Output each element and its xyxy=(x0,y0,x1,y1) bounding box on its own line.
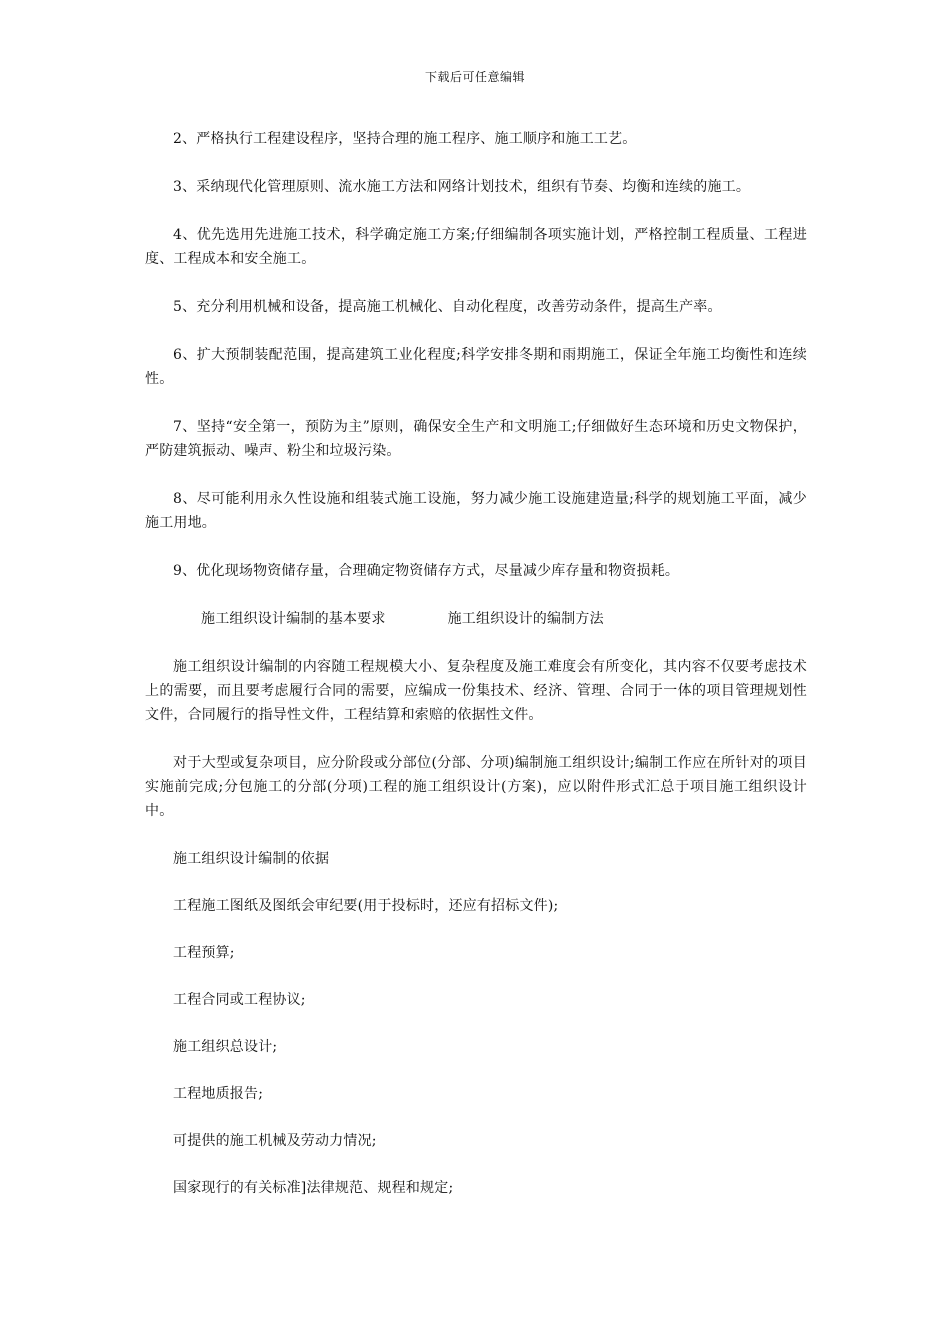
basis-item: 工程地质报告; xyxy=(173,1086,264,1102)
principle-item: 8、尽可能利用永久性设施和组装式施工设施，努力减少施工设施建造量;科学的规划施工平面，减少施工用地。 xyxy=(145,491,807,531)
principle-item: 4、优先选用先进施工技术，科学确定施工方案;仔细编制各项实施计划，严格控制工程质量、工程进度、工程成本和安全施工。 xyxy=(145,227,807,267)
principle-item: 3、采纳现代化管理原则、流水施工方法和网络计划技术，组织有节奏、均衡和连续的施工。 xyxy=(173,179,751,195)
principle-item: 2、严格执行工程建设程序，坚持合理的施工程序、施工顺序和施工工艺。 xyxy=(173,131,637,147)
principle-item: 5、充分利用机械和设备，提高施工机械化、自动化程度，改善劳动条件，提高生产率。 xyxy=(173,299,722,315)
section-heading-methods: 施工组织设计的编制方法 xyxy=(447,611,604,627)
document-body xyxy=(145,127,807,1223)
section-heading-pair xyxy=(145,607,807,631)
principle-item: 6、扩大预制装配范围，提高建筑工业化程度;科学安排冬期和雨期施工，保证全年施工均衡性和连续性。 xyxy=(145,347,807,387)
page-header: 下载后可任意编辑 xyxy=(424,70,525,84)
section-heading-basis: 施工组织设计编制的依据 xyxy=(173,851,330,867)
principle-item: 9、优化现场物资储存量，合理确定物资储存方式，尽量减少库存量和物资损耗。 xyxy=(173,563,680,579)
basis-item: 工程合同或工程协议; xyxy=(173,992,306,1008)
method-paragraph: 施工组织设计编制的内容随工程规模大小、复杂程度及施工难度会有所变化，其内容不仅要考虑技术上的需要，而且要考虑履行合同的需要，应编成一份集技术、经济、管理、合同于一体的项目管理规划性文件，合同履行的指导性文件，工程结算和索赔的依据性文件。 xyxy=(145,659,807,723)
basis-item: 可提供的施工机械及劳动力情况; xyxy=(173,1133,377,1149)
principle-item: 7、坚持“安全第一，预防为主”原则，确保安全生产和文明施工;仔细做好生态环境和历史文物保护，严防建筑振动、噪声、粉尘和垃圾污染。 xyxy=(145,419,807,459)
basis-item: 施工组织总设计; xyxy=(173,1039,278,1055)
section-heading-requirements: 施工组织设计编制的基本要求 xyxy=(201,611,386,627)
method-paragraph: 对于大型或复杂项目，应分阶段或分部位(分部、分项)编制施工组织设计;编制工作应在所针对的项目实施前完成;分包施工的分部(分项)工程的施工组织设计(方案)，应以附件形式汇总于项目施工组织设计中。 xyxy=(145,755,807,819)
basis-item: 工程施工图纸及图纸会审纪要(用于投标时，还应有招标文件); xyxy=(173,898,559,914)
basis-item: 国家现行的有关标准]法律规范、规程和规定; xyxy=(173,1180,454,1196)
basis-item: 工程预算; xyxy=(173,945,235,961)
